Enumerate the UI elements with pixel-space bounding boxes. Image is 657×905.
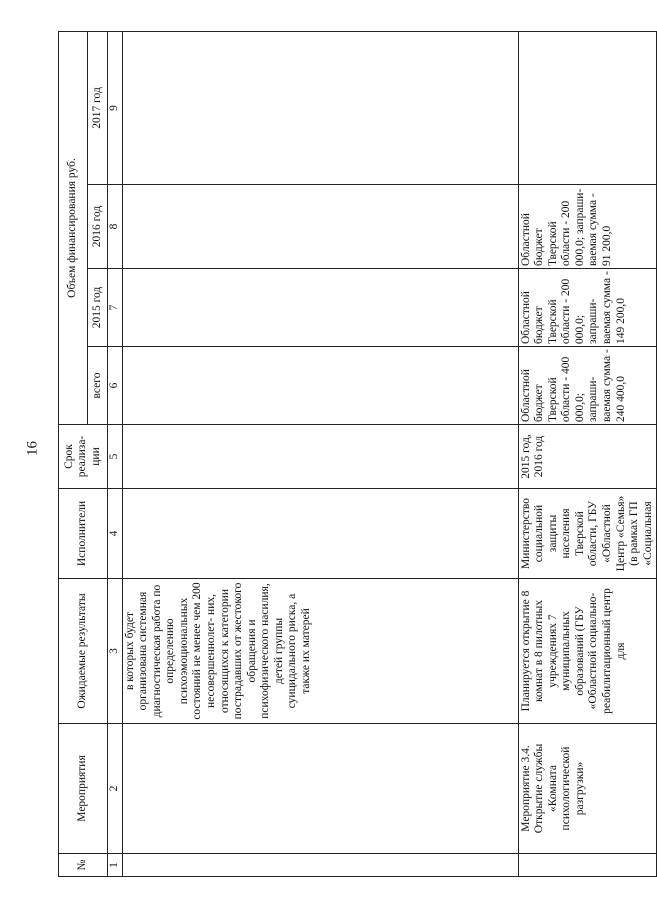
table-row [122, 31, 518, 876]
header-2015: 2015 год [88, 269, 108, 347]
cell-2016 [122, 185, 518, 269]
column-number: 4 [108, 489, 123, 579]
header-activities: Мероприятия [59, 724, 108, 854]
cell-2015 [122, 269, 518, 347]
cell-total: Областной бюджет Тверской области - 400 000,0; запраши- ваемая сумма - 240 400,0 [518, 347, 657, 425]
column-number: 2 [108, 724, 123, 854]
cell-num [518, 854, 657, 877]
header-funding: Объем финансирования руб. [59, 31, 88, 424]
column-number: 8 [108, 185, 123, 269]
header-period: Срок реализа- ции [59, 425, 108, 489]
column-number: 3 [108, 579, 123, 724]
cell-activity: Мероприятие 3.4. Открытие службы «Комната психологической разгрузки» [518, 724, 657, 854]
cell-2017 [518, 31, 657, 184]
header-2016: 2016 год [88, 185, 108, 269]
rotated-page-content [58, 32, 654, 877]
cell-2017 [122, 31, 518, 184]
header-executors: Исполнители [59, 489, 108, 579]
cell-executors: Министерство социальной защиты населения Тверской области, ГБУ «Областной Центр «Семья» (в рамках ГП «Социальная [518, 489, 657, 579]
cell-executors [122, 489, 518, 579]
cell-2016: Областной бюджет Тверской области - 200 000,0; запраши- ваемая сумма - 91 200,0 [518, 185, 657, 269]
funding-table [58, 31, 657, 877]
header-num: № [59, 854, 108, 877]
cell-period [122, 425, 518, 489]
cell-results: в которых будет организована системная диагностическая работа по определению психоэмоциональных состояний не менее чем 200 несовершеннолет- них, относящихся к категории пострадавших от жестокого обращения и психофизического насилия, детей группы суицидального риска, а также их матерей [122, 579, 518, 724]
cell-num [122, 854, 518, 877]
header-row-1 [59, 31, 88, 876]
cell-2015: Областной бюджет Тверской области - 200 000,0; запраши- ваемая сумма - 149 200,0 [518, 269, 657, 347]
header-2017: 2017 год [88, 31, 108, 184]
column-number: 5 [108, 425, 123, 489]
table-row [518, 31, 657, 876]
header-expected-results: Ожидаемые результаты [59, 579, 108, 724]
cell-total [122, 347, 518, 425]
cell-activity [122, 724, 518, 854]
column-number: 1 [108, 854, 123, 877]
header-total: всего [88, 347, 108, 425]
cell-period: 2015 год, 2016 год [518, 425, 657, 489]
page-number: 16 [24, 441, 41, 456]
cell-results: Планируется открытие 8 комнат в 8 пилотных учреждениях 7 муниципальных образований (ГБУ «Областной социально- реабилитационный центр для [518, 579, 657, 724]
column-number: 7 [108, 269, 123, 347]
column-number: 9 [108, 31, 123, 184]
column-number-row [108, 31, 123, 876]
column-number: 6 [108, 347, 123, 425]
